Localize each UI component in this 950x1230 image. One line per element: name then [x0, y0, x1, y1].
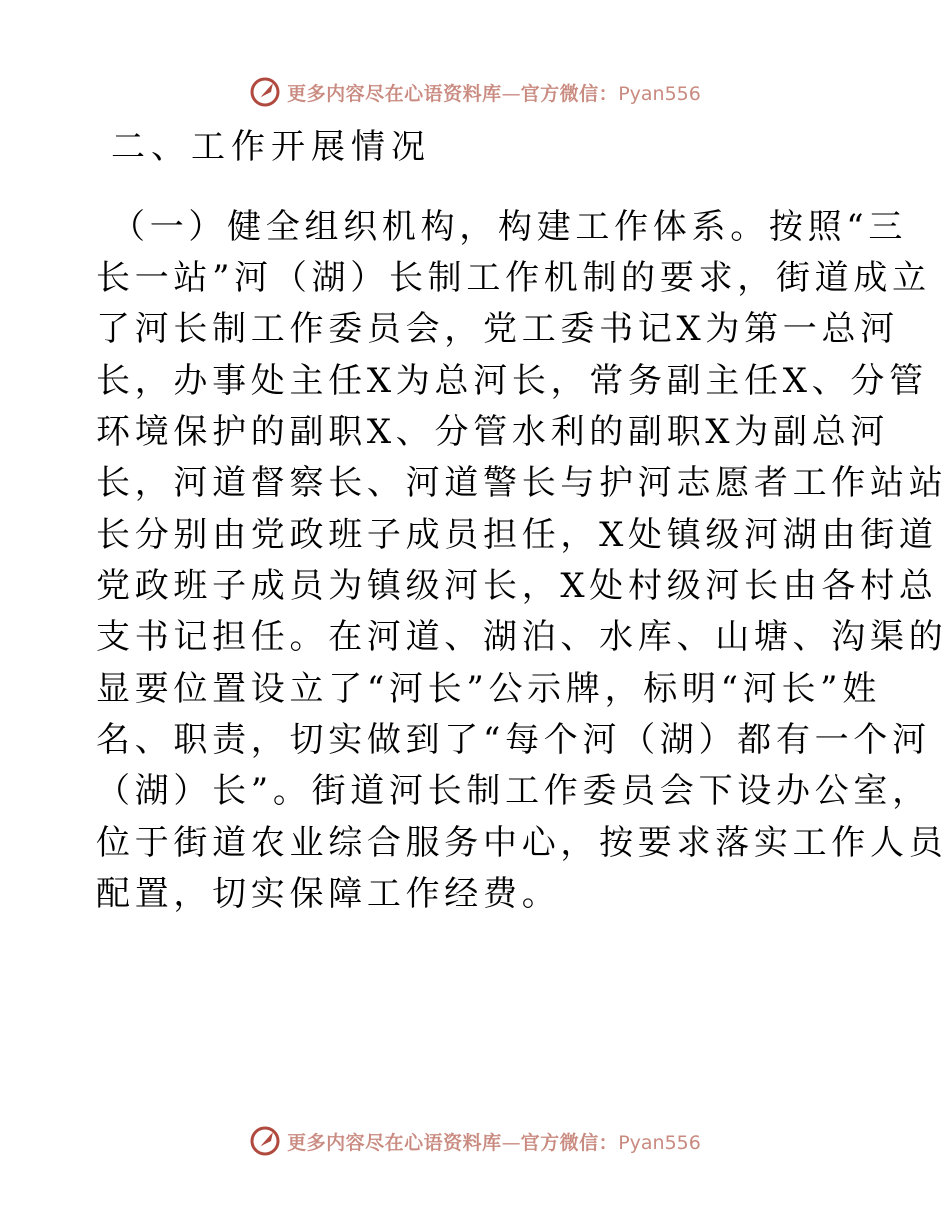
paragraph-line: 长，河道督察长、河道警长与护河志愿者工作站站: [96, 463, 948, 503]
watermark-site-text: 更多内容尽在心语资料库: [287, 1131, 502, 1154]
footer-watermark: [0, 1121, 950, 1161]
paragraph-line: （一）健全组织机构，构建工作体系。按照“三: [111, 207, 908, 247]
paragraph-line: 长，办事处主任X为总河长，常务副主任X、分管: [96, 361, 928, 401]
watermark-separator: —: [501, 1131, 521, 1154]
watermark-wechat-label: 官方微信：: [520, 1131, 619, 1154]
watermark-wechat-label: 官方微信：: [520, 82, 619, 105]
watermark-separator: —: [501, 82, 521, 105]
section-heading: 二、工作开展情况: [111, 127, 431, 167]
watermark-wechat-id: Pyan556: [618, 1131, 701, 1154]
quill-logo-icon: [249, 1125, 281, 1157]
paragraph-line: 长分别由党政班子成员担任，X处镇级河湖由街道: [96, 515, 938, 555]
paragraph-line: 显要位置设立了“河长”公示牌，标明“河长”姓: [96, 669, 881, 709]
paragraph-line: （湖）长”。街道河长制工作委员会下设办公室，: [96, 771, 931, 811]
watermark-site-text: 更多内容尽在心语资料库: [287, 82, 502, 105]
header-watermark: [0, 72, 950, 112]
paragraph-line: 了河长制工作委员会，党工委书记X为第一总河: [96, 309, 899, 349]
quill-logo-icon: [249, 76, 281, 108]
paragraph-line: 党政班子成员为镇级河长，X处村级河长由各村总: [96, 566, 938, 606]
paragraph-line: 长一站”河（湖）长制工作机制的要求，街道成立: [96, 258, 931, 298]
paragraph-line: 支书记担任。在河道、湖泊、水库、山塘、沟渠的: [96, 617, 948, 657]
paragraph-line: 名、职责，切实做到了“每个河（湖）都有一个河: [96, 720, 931, 760]
watermark-wechat-id: Pyan556: [618, 82, 701, 105]
paragraph-line: 配置，切实保障工作经费。: [96, 874, 561, 914]
paragraph-line: 环境保护的副职X、分管水利的副职X为副总河: [96, 412, 890, 452]
paragraph-line: 位于街道农业综合服务中心，按要求落实工作人员: [96, 823, 948, 863]
